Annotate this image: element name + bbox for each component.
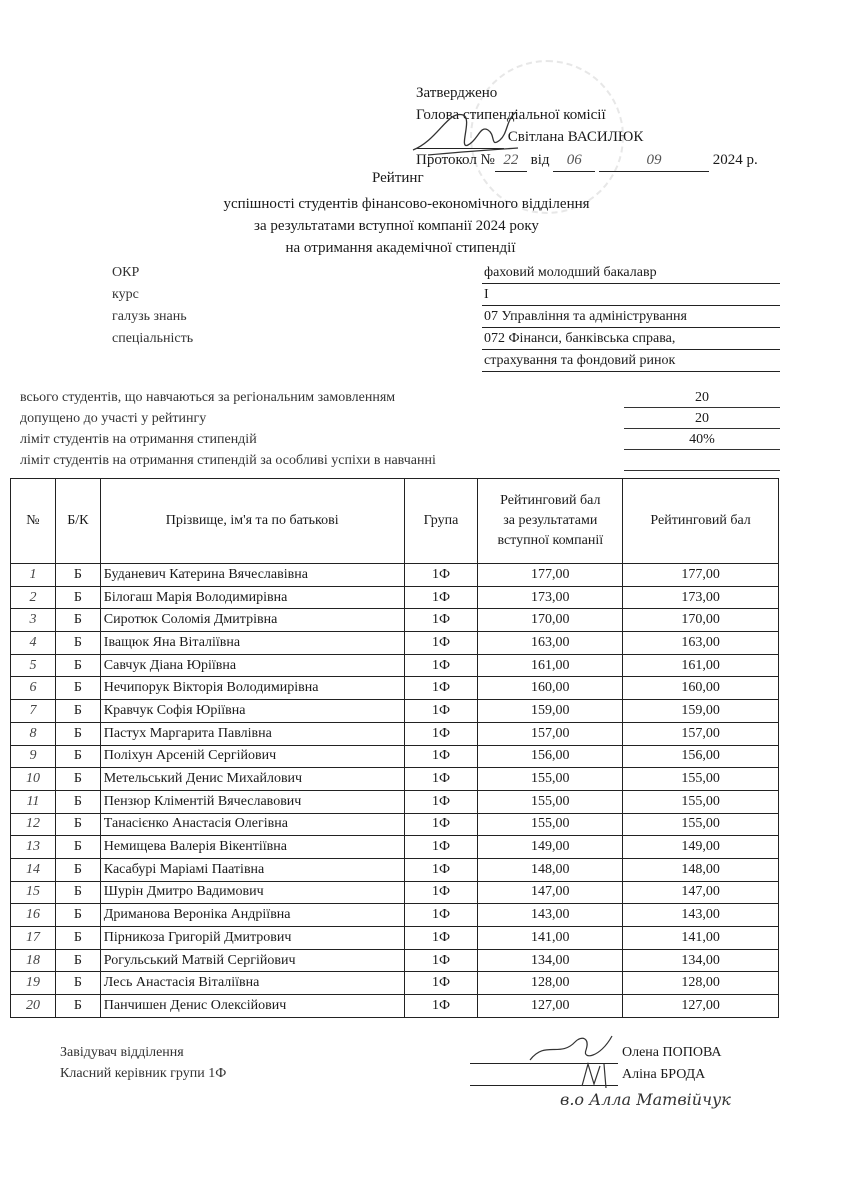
row-rating-score: 149,00 — [623, 836, 779, 859]
row-group: 1Ф — [404, 677, 478, 700]
protocol-day: 06 — [553, 149, 595, 172]
table-row — [11, 700, 779, 723]
row-entry-score: 156,00 — [478, 745, 623, 768]
row-student-name: Пірникоза Григорій Дмитрович — [100, 927, 404, 950]
stats-labels — [20, 387, 436, 471]
row-student-name: Білогаш Марія Володимирівна — [100, 586, 404, 609]
signatory-name: Світлана ВАСИЛЮК — [507, 129, 644, 145]
row-student-name: Поліхун Арсеній Сергійович — [100, 745, 404, 768]
row-rating-score: 157,00 — [623, 722, 779, 745]
table-row — [11, 995, 779, 1018]
row-entry-score: 148,00 — [478, 858, 623, 881]
chair-signature — [408, 100, 528, 170]
row-entry-score: 134,00 — [478, 949, 623, 972]
meta-label-course: курс — [112, 287, 139, 302]
dept-head-name: Олена ПОПОВА — [622, 1045, 722, 1060]
table-row — [11, 722, 779, 745]
row-number: 16 — [11, 904, 56, 927]
dept-head-label: Завідувач відділення — [60, 1045, 184, 1060]
row-budget-type: Б — [55, 677, 100, 700]
row-student-name: Метельський Денис Михайлович — [100, 768, 404, 791]
header-name: Прізвище, ім'я та по батькові — [100, 479, 404, 564]
table-row — [11, 972, 779, 995]
row-number: 19 — [11, 972, 56, 995]
row-group: 1Ф — [404, 564, 478, 587]
row-budget-type: Б — [55, 858, 100, 881]
row-rating-score: 156,00 — [623, 745, 779, 768]
row-entry-score: 155,00 — [478, 768, 623, 791]
class-teacher-label: Класний керівник групи 1Ф — [60, 1066, 227, 1081]
meta-value-okr: фаховий молодший бакалавр — [482, 262, 780, 284]
row-number: 18 — [11, 949, 56, 972]
row-entry-score: 147,00 — [478, 881, 623, 904]
row-budget-type: Б — [55, 586, 100, 609]
stat-label-total: всього студентів, що навчаються за регіональним замовленням — [20, 390, 396, 405]
row-number: 8 — [11, 722, 56, 745]
table-row — [11, 586, 779, 609]
row-rating-score: 134,00 — [623, 949, 779, 972]
row-budget-type: Б — [55, 700, 100, 723]
meta-labels — [112, 262, 193, 350]
row-group: 1Ф — [404, 904, 478, 927]
row-number: 20 — [11, 995, 56, 1018]
protocol-number: 22 — [495, 149, 527, 172]
row-group: 1Ф — [404, 768, 478, 791]
row-number: 10 — [11, 768, 56, 791]
row-number: 5 — [11, 654, 56, 677]
row-student-name: Буданевич Катерина Вячеславівна — [100, 564, 404, 587]
row-student-name: Панчишен Денис Олексійович — [100, 995, 404, 1018]
row-number: 6 — [11, 677, 56, 700]
class-teacher-name: Аліна БРОДА — [622, 1067, 706, 1082]
row-number: 12 — [11, 813, 56, 836]
row-number: 13 — [11, 836, 56, 859]
class-teacher-signature — [578, 1060, 618, 1090]
table-row — [11, 564, 779, 587]
row-group: 1Ф — [404, 790, 478, 813]
row-group: 1Ф — [404, 700, 478, 723]
row-entry-score: 163,00 — [478, 632, 623, 655]
row-student-name: Лесь Анастасія Віталіївна — [100, 972, 404, 995]
row-budget-type: Б — [55, 881, 100, 904]
row-rating-score: 155,00 — [623, 790, 779, 813]
row-budget-type: Б — [55, 564, 100, 587]
row-rating-score: 177,00 — [623, 564, 779, 587]
row-group: 1Ф — [404, 972, 478, 995]
row-budget-type: Б — [55, 609, 100, 632]
row-rating-score: 128,00 — [623, 972, 779, 995]
meta-value-field: 07 Управління та адміністрування — [482, 306, 780, 328]
footer-labels — [60, 1042, 226, 1084]
row-rating-score: 170,00 — [623, 609, 779, 632]
header-entry-score-line2: за результатами — [503, 513, 598, 528]
row-group: 1Ф — [404, 609, 478, 632]
row-budget-type: Б — [55, 904, 100, 927]
row-entry-score: 143,00 — [478, 904, 623, 927]
from-label: від — [530, 152, 550, 168]
title-line-2: успішності студентів фінансово-економічного відділення — [223, 196, 590, 212]
row-entry-score: 128,00 — [478, 972, 623, 995]
row-student-name: Кравчук Софія Юріївна — [100, 700, 404, 723]
approved-label: Затверджено — [416, 85, 498, 101]
row-rating-score: 159,00 — [623, 700, 779, 723]
row-group: 1Ф — [404, 722, 478, 745]
row-rating-score: 161,00 — [623, 654, 779, 677]
title-line-3: за результатами вступної компанії 2024 року — [254, 218, 539, 234]
row-rating-score: 155,00 — [623, 813, 779, 836]
handwritten-acting-note: в.о Алла Матвійчук — [560, 1090, 731, 1109]
row-student-name: Танасієнко Анастасія Олегівна — [100, 813, 404, 836]
row-number: 9 — [11, 745, 56, 768]
meta-values — [482, 262, 780, 372]
stat-label-limit: ліміт студентів на отримання стипендій — [20, 432, 257, 447]
meta-value-course: I — [482, 284, 780, 306]
row-student-name: Рогульський Матвій Сергійович — [100, 949, 404, 972]
meta-value-specialty: 072 Фінанси, банківська справа, — [482, 328, 780, 350]
table-row — [11, 745, 779, 768]
row-rating-score: 163,00 — [623, 632, 779, 655]
header-bk: Б/К — [55, 479, 100, 564]
header-group: Група — [404, 479, 478, 564]
row-number: 2 — [11, 586, 56, 609]
row-number: 15 — [11, 881, 56, 904]
protocol-year: 2024 р. — [712, 152, 758, 168]
table-row — [11, 904, 779, 927]
table-row — [11, 609, 779, 632]
row-entry-score: 170,00 — [478, 609, 623, 632]
protocol-month: 09 — [599, 149, 709, 172]
row-group: 1Ф — [404, 813, 478, 836]
row-group: 1Ф — [404, 949, 478, 972]
row-group: 1Ф — [404, 881, 478, 904]
stat-value-total: 20 — [624, 387, 780, 408]
row-group: 1Ф — [404, 927, 478, 950]
meta-label-field: галузь знань — [112, 309, 187, 324]
header-rating-score: Рейтинговий бал — [623, 479, 779, 564]
stat-label-special-limit: ліміт студентів на отримання стипендій за особливі успіхи в навчанні — [20, 453, 436, 468]
title-line-4: на отримання академічної стипендії — [285, 240, 516, 256]
row-budget-type: Б — [55, 632, 100, 655]
row-rating-score: 143,00 — [623, 904, 779, 927]
table-row — [11, 949, 779, 972]
row-group: 1Ф — [404, 586, 478, 609]
row-group: 1Ф — [404, 836, 478, 859]
committee-position: Голова стипендіальної комісії — [416, 107, 606, 123]
row-number: 17 — [11, 927, 56, 950]
row-student-name: Нечипорук Вікторія Володимирівна — [100, 677, 404, 700]
row-budget-type: Б — [55, 949, 100, 972]
row-student-name: Іващюк Яна Віталіївна — [100, 632, 404, 655]
row-number: 11 — [11, 790, 56, 813]
protocol-label: Протокол № — [416, 152, 495, 168]
row-number: 14 — [11, 858, 56, 881]
row-budget-type: Б — [55, 836, 100, 859]
row-student-name: Немищева Валерія Вікентіївна — [100, 836, 404, 859]
row-budget-type: Б — [55, 722, 100, 745]
row-entry-score: 155,00 — [478, 790, 623, 813]
meta-value-specialty-cont: страхування та фондовий ринок — [482, 350, 780, 372]
stat-label-admitted: допущено до участі у рейтингу — [20, 411, 207, 426]
row-student-name: Пастух Маргарита Павлівна — [100, 722, 404, 745]
row-rating-score: 127,00 — [623, 995, 779, 1018]
table-row — [11, 790, 779, 813]
row-number: 7 — [11, 700, 56, 723]
row-rating-score: 160,00 — [623, 677, 779, 700]
table-row — [11, 813, 779, 836]
row-budget-type: Б — [55, 790, 100, 813]
row-entry-score: 149,00 — [478, 836, 623, 859]
header-entry-score-line1: Рейтинговий бал — [500, 493, 601, 508]
row-budget-type: Б — [55, 768, 100, 791]
stat-value-special-limit — [624, 450, 780, 471]
row-rating-score: 141,00 — [623, 927, 779, 950]
row-number: 3 — [11, 609, 56, 632]
row-budget-type: Б — [55, 995, 100, 1018]
row-rating-score: 147,00 — [623, 881, 779, 904]
row-entry-score: 177,00 — [478, 564, 623, 587]
row-budget-type: Б — [55, 972, 100, 995]
header-entry-score — [478, 479, 623, 564]
row-budget-type: Б — [55, 745, 100, 768]
row-student-name: Дриманова Вероніка Андріївна — [100, 904, 404, 927]
stat-value-limit: 40% — [624, 429, 780, 450]
table-row — [11, 654, 779, 677]
table-row — [11, 677, 779, 700]
row-student-name: Пензюр Кліментій Вячеславович — [100, 790, 404, 813]
table-row — [11, 768, 779, 791]
row-group: 1Ф — [404, 654, 478, 677]
table-row — [11, 927, 779, 950]
stat-value-admitted: 20 — [624, 408, 780, 429]
table-row — [11, 836, 779, 859]
row-group: 1Ф — [404, 632, 478, 655]
table-header-row — [11, 479, 779, 564]
table-row — [11, 632, 779, 655]
row-rating-score: 173,00 — [623, 586, 779, 609]
rating-table — [10, 478, 779, 1018]
row-entry-score: 173,00 — [478, 586, 623, 609]
meta-label-specialty: спеціальність — [112, 331, 194, 346]
row-student-name: Касабурі Маріамі Паатівна — [100, 858, 404, 881]
row-group: 1Ф — [404, 745, 478, 768]
row-budget-type: Б — [55, 927, 100, 950]
row-entry-score: 157,00 — [478, 722, 623, 745]
row-entry-score: 141,00 — [478, 927, 623, 950]
row-rating-score: 148,00 — [623, 858, 779, 881]
row-group: 1Ф — [404, 858, 478, 881]
row-entry-score: 127,00 — [478, 995, 623, 1018]
row-entry-score: 159,00 — [478, 700, 623, 723]
row-number: 1 — [11, 564, 56, 587]
row-entry-score: 161,00 — [478, 654, 623, 677]
row-student-name: Шурін Дмитро Вадимович — [100, 881, 404, 904]
row-entry-score: 155,00 — [478, 813, 623, 836]
meta-label-okr: ОКР — [112, 265, 140, 280]
header-num: № — [11, 479, 56, 564]
document-title: Рейтинг — [372, 170, 424, 186]
row-student-name: Сиротюк Соломія Дмитрівна — [100, 609, 404, 632]
row-budget-type: Б — [55, 654, 100, 677]
row-group: 1Ф — [404, 995, 478, 1018]
row-entry-score: 160,00 — [478, 677, 623, 700]
stats-values — [624, 387, 780, 471]
row-number: 4 — [11, 632, 56, 655]
row-rating-score: 155,00 — [623, 768, 779, 791]
header-entry-score-line3: вступної компанії — [497, 533, 604, 548]
row-budget-type: Б — [55, 813, 100, 836]
row-student-name: Савчук Діана Юріївна — [100, 654, 404, 677]
table-row — [11, 858, 779, 881]
table-row — [11, 881, 779, 904]
